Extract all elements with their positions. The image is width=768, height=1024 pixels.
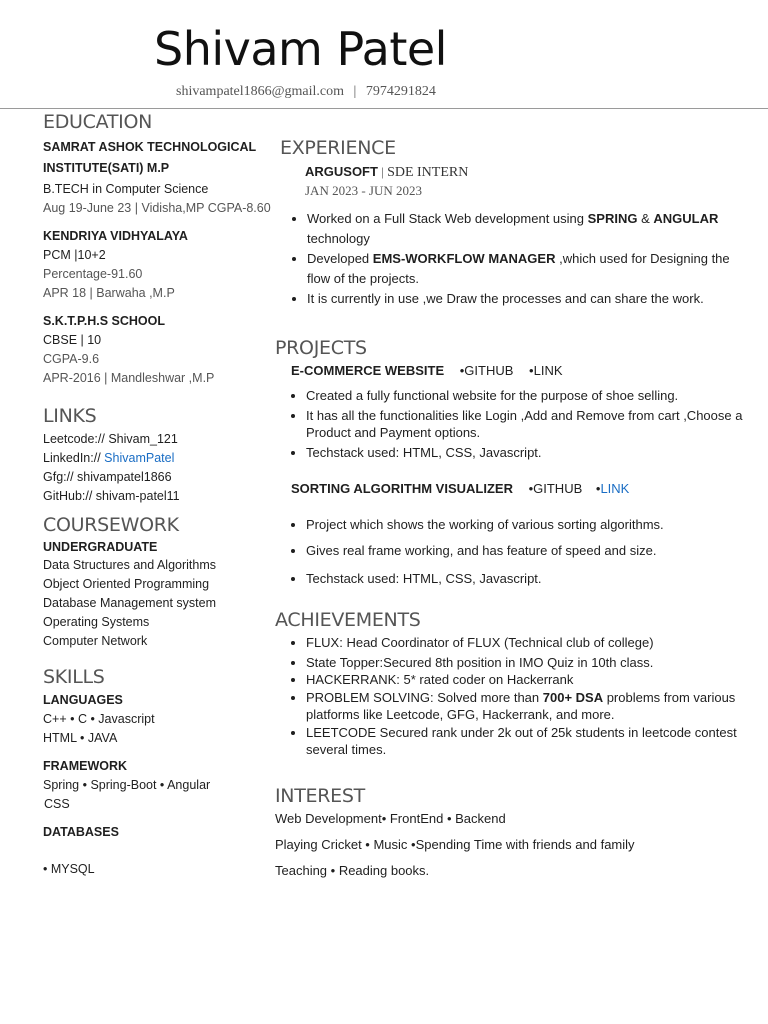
bullet-bold: ANGULAR: [653, 211, 719, 226]
contact-line: [176, 84, 436, 100]
experience-heading: EXPERIENCE: [280, 137, 396, 159]
email-text: shivampatel1866@gmail.com: [176, 84, 345, 99]
bullet-bold: SPRING: [587, 211, 638, 226]
gfg-link[interactable]: Gfg:// shivampatel1866: [43, 470, 172, 484]
left-column: [43, 110, 278, 879]
experience-bullets: [275, 209, 755, 309]
phone-text: 7974291824: [365, 84, 436, 99]
coursework-subheading: UNDERGRADUATE: [43, 540, 158, 554]
achievement-bullet: • HACKERRANK: 5* rated coder on Hackerrank: [306, 671, 755, 689]
experience-bullet: [307, 209, 755, 249]
project-2-bullets: [275, 515, 755, 589]
bullet-text: &: [637, 211, 654, 226]
interest-line3: Teaching • Reading books.: [275, 862, 430, 878]
school-3-board: CBSE | 10: [43, 333, 102, 347]
bullet-text: technology: [307, 231, 370, 246]
school-1-dates: Aug 19-June 23 | Vidisha,MP CGPA-8.60: [43, 201, 271, 215]
languages-line1: C++ • C • Javascript: [43, 712, 155, 726]
project-2-title-line: [291, 480, 755, 498]
achievement-bullet: • LEETCODE Secured rank under 2k out of 25k students in leetcode contest several times.: [306, 724, 755, 759]
project-bullet: • Techstack used: HTML, CSS, Javascript.: [306, 444, 755, 462]
project-2-title: SORTING ALGORITHM VISUALIZER: [291, 481, 513, 496]
project-bullet: • Created a fully functional website for the purpose of shoe selling.: [306, 387, 755, 405]
framework-heading: FRAMEWORK: [43, 759, 128, 773]
experience-bullet: • It is currently in use ,we Draw the processes and can share the work.: [307, 289, 755, 309]
bullet-bold: 700+ DSA: [542, 689, 604, 705]
bullet-bold: EMS-WORKFLOW MANAGER: [372, 251, 556, 266]
project-bullet: • Techstack used: HTML, CSS, Javascript.: [306, 569, 755, 589]
coursework-heading: COURSEWORK: [43, 514, 179, 536]
project-2-github[interactable]: •GITHUB: [528, 481, 583, 496]
bullet-text: problems from various platforms like Leetcode, GFG, Hackerrank, and more.: [306, 689, 736, 722]
links-heading: LINKS: [43, 405, 97, 427]
course-item: Object Oriented Programming: [43, 577, 210, 591]
github-link[interactable]: GitHub:// shivam-patel11: [43, 489, 180, 503]
skills-heading: SKILLS: [43, 666, 105, 688]
linkedin-link[interactable]: ShivamPatel: [104, 451, 175, 465]
interest-line1: Web Development• FrontEnd • Backend: [275, 810, 506, 826]
project-1-github[interactable]: •GITHUB: [459, 363, 514, 378]
databases-heading: DATABASES: [43, 825, 119, 839]
project-1-title: E-COMMERCE WEBSITE: [291, 363, 445, 378]
experience-role-separator: |: [377, 164, 388, 179]
school-3-name: S.K.T.P.H.S SCHOOL: [43, 314, 166, 328]
bullet-text: PROBLEM SOLVING: Solved more than: [306, 689, 543, 705]
project-1-link[interactable]: •LINK: [529, 363, 563, 378]
languages-line2: HTML • JAVA: [43, 731, 118, 745]
experience-company-line: [305, 163, 755, 182]
bullet-text: ,which used for Designing the flow of the projects.: [307, 251, 730, 286]
school-2-name: KENDRIYA VIDHYALAYA: [43, 229, 188, 243]
achievement-bullet: • FLUX: Head Coordinator of FLUX (Technical club of college): [306, 634, 755, 652]
linkedin-prefix: LinkedIn://: [43, 451, 101, 465]
projects-heading: PROJECTS: [275, 337, 367, 359]
achievements-bullets: [275, 634, 755, 759]
school-1-name-line2: INSTITUTE(SATI) M.P: [43, 161, 170, 175]
achievement-bullet: [306, 689, 755, 724]
school-2-dates: APR 18 | Barwaha ,M.P: [43, 286, 175, 300]
interest-heading: INTEREST: [275, 784, 365, 807]
course-item: Computer Network: [43, 634, 148, 648]
achievements-heading: ACHIEVEMENTS: [275, 609, 421, 631]
education-heading: EDUCATION: [43, 111, 153, 133]
course-item: Operating Systems: [43, 615, 150, 629]
experience-company: ARGUSOFT: [305, 164, 378, 179]
framework-line2: CSS: [44, 797, 70, 811]
linkedin-line: [43, 449, 278, 468]
experience-role: SDE INTERN: [387, 165, 469, 180]
school-2-stream: PCM |10+2: [43, 248, 106, 262]
school-3-dates: APR-2016 | Mandleshwar ,M.P: [43, 371, 215, 385]
interest-line2: Playing Cricket • Music •Spending Time with friends and family: [275, 836, 635, 852]
school-3-cgpa: CGPA-9.6: [43, 352, 100, 366]
bullet-text: Worked on a Full Stack Web development using: [307, 211, 588, 226]
project-bullet: • Project which shows the working of various sorting algorithms.: [306, 515, 755, 535]
course-item: Data Structures and Algorithms: [43, 558, 216, 572]
project-bullet: • It has all the functionalities like Login ,Add and Remove from cart ,Choose a Product and Payment options.: [306, 407, 755, 442]
bullet-text: Developed: [307, 251, 373, 266]
course-item: Database Management system: [43, 596, 217, 610]
experience-dates: JAN 2023 - JUN 2023: [305, 183, 422, 198]
achievement-bullet: • State Topper:Secured 8th position in IMO Quiz in 10th class.: [306, 654, 755, 672]
interest-list: [275, 806, 755, 884]
project-2-link-bullet: •: [595, 481, 601, 496]
header-divider: [0, 108, 768, 109]
school-2-percentage: Percentage-91.60: [43, 267, 143, 281]
contact-separator: |: [353, 84, 357, 99]
databases-line1: • MYSQL: [43, 862, 95, 876]
candidate-name: Shivam Patel: [154, 22, 447, 76]
school-1-degree: B.TECH in Computer Science: [43, 182, 209, 196]
framework-line1: Spring • Spring-Boot • Angular: [43, 778, 211, 792]
experience-bullet: [307, 249, 755, 289]
languages-heading: LANGUAGES: [43, 693, 123, 707]
project-1-title-line: [291, 362, 755, 380]
project-2-link[interactable]: LINK: [600, 481, 630, 496]
school-1-name-line1: SAMRAT ASHOK TECHNOLOGICAL: [43, 140, 257, 154]
project-bullet: • Gives real frame working, and has feature of speed and size.: [306, 541, 755, 561]
right-column: [275, 110, 755, 884]
leetcode-link[interactable]: Leetcode:// Shivam_121: [43, 432, 178, 446]
project-1-bullets: [275, 387, 755, 461]
